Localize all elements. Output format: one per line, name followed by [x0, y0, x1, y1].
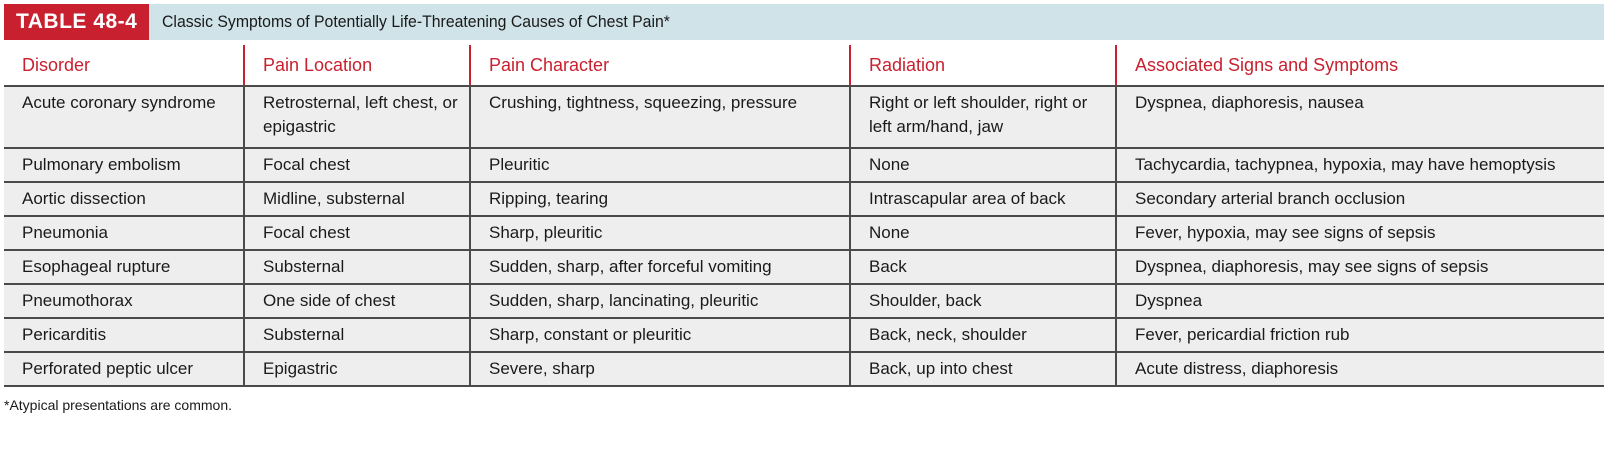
cell-radiation: Back, neck, shoulder	[850, 318, 1116, 352]
column-header-radiation: Radiation	[850, 45, 1116, 86]
column-header-disorder: Disorder	[4, 45, 244, 86]
cell-associated-signs: Fever, pericardial friction rub	[1116, 318, 1604, 352]
cell-pain-location: Retrosternal, left chest, or epigastric	[244, 86, 470, 148]
table-row	[4, 148, 1604, 182]
cell-associated-signs: Secondary arterial branch occlusion	[1116, 182, 1604, 216]
table-row	[4, 250, 1604, 284]
cell-pain-location: Midline, substernal	[244, 182, 470, 216]
table-row	[4, 86, 1604, 148]
cell-pain-character: Ripping, tearing	[470, 182, 850, 216]
cell-radiation: Back	[850, 250, 1116, 284]
table-row	[4, 318, 1604, 352]
table-number-tag: TABLE 48-4	[4, 4, 149, 40]
column-header-associated-signs: Associated Signs and Symptoms	[1116, 45, 1604, 86]
column-header-pain-location: Pain Location	[244, 45, 470, 86]
cell-associated-signs: Acute distress, diaphoresis	[1116, 352, 1604, 386]
cell-disorder: Acute coronary syndrome	[4, 86, 244, 148]
cell-associated-signs: Tachycardia, tachypnea, hypoxia, may have hemoptysis	[1116, 148, 1604, 182]
cell-pain-location: Substernal	[244, 250, 470, 284]
cell-radiation: Shoulder, back	[850, 284, 1116, 318]
cell-radiation: Right or left shoulder, right or left arm/hand, jaw	[850, 86, 1116, 148]
cell-disorder: Pneumonia	[4, 216, 244, 250]
cell-radiation: Back, up into chest	[850, 352, 1116, 386]
chest-pain-table	[4, 45, 1604, 387]
cell-pain-character: Sharp, pleuritic	[470, 216, 850, 250]
cell-pain-location: Focal chest	[244, 216, 470, 250]
cell-pain-character: Sharp, constant or pleuritic	[470, 318, 850, 352]
table-title-bar	[4, 4, 1604, 40]
cell-pain-location: Substernal	[244, 318, 470, 352]
table-header-row	[4, 45, 1604, 86]
table-row	[4, 182, 1604, 216]
table-row	[4, 216, 1604, 250]
cell-disorder: Esophageal rupture	[4, 250, 244, 284]
cell-pain-character: Severe, sharp	[470, 352, 850, 386]
cell-disorder: Aortic dissection	[4, 182, 244, 216]
column-header-pain-character: Pain Character	[470, 45, 850, 86]
cell-disorder: Perforated peptic ulcer	[4, 352, 244, 386]
cell-radiation: None	[850, 216, 1116, 250]
cell-pain-character: Sudden, sharp, lancinating, pleuritic	[470, 284, 850, 318]
cell-disorder: Pericarditis	[4, 318, 244, 352]
cell-pain-location: One side of chest	[244, 284, 470, 318]
table-row	[4, 284, 1604, 318]
table-row	[4, 352, 1604, 386]
cell-disorder: Pulmonary embolism	[4, 148, 244, 182]
cell-associated-signs: Dyspnea, diaphoresis, may see signs of sepsis	[1116, 250, 1604, 284]
cell-disorder: Pneumothorax	[4, 284, 244, 318]
cell-pain-character: Crushing, tightness, squeezing, pressure	[470, 86, 850, 148]
cell-associated-signs: Dyspnea	[1116, 284, 1604, 318]
cell-associated-signs: Dyspnea, diaphoresis, nausea	[1116, 86, 1604, 148]
cell-pain-character: Sudden, sharp, after forceful vomiting	[470, 250, 850, 284]
cell-associated-signs: Fever, hypoxia, may see signs of sepsis	[1116, 216, 1604, 250]
cell-pain-location: Epigastric	[244, 352, 470, 386]
cell-radiation: None	[850, 148, 1116, 182]
table-caption: Classic Symptoms of Potentially Life-Threatening Causes of Chest Pain*	[162, 12, 671, 31]
cell-pain-character: Pleuritic	[470, 148, 850, 182]
cell-radiation: Intrascapular area of back	[850, 182, 1116, 216]
cell-pain-location: Focal chest	[244, 148, 470, 182]
table-footnote: *Atypical presentations are common.	[4, 397, 232, 413]
